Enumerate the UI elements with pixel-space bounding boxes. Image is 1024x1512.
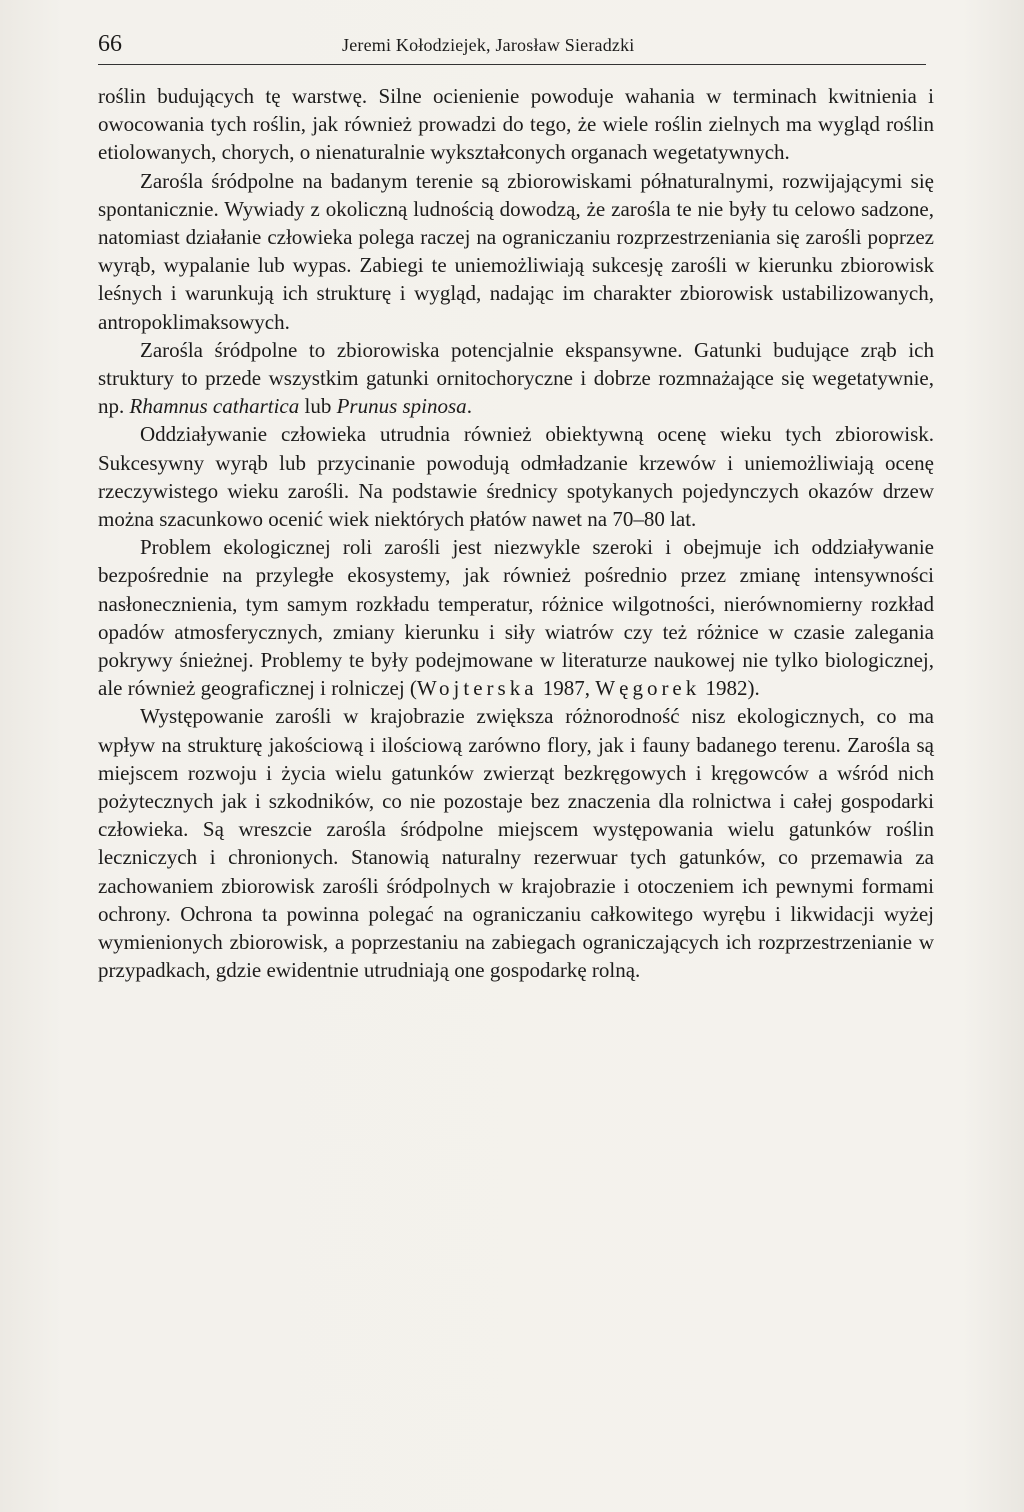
citation-year-1987: 1987, (537, 676, 596, 701)
running-head: Jeremi Kołodziejek, Jarosław Sieradzki (342, 35, 635, 55)
species-name-prunus: Prunus spinosa (336, 394, 467, 419)
paragraph-2: Zarośla śródpolne na badanym terenie są zbiorowiskami półnaturalnymi, rozwijającymi się spontanicznie. Wywiady z okoliczną ludnością dowodzą, że zarośla te nie były tu celowo sadzone, natomiast działanie człowieka polega raczej na ograniczaniu rozprzestrzeniania się zarośli poprzez wyrąb, wypalanie lub wypas. Zabiegi te uniemożliwiają sukcesję zarośli w kierunku zbiorowisk leśnych i warunkują ich strukturę i wygląd, nadając im charakter zbiorowisk ustabilizowanych, antropoklimaksowych. (98, 168, 934, 334)
citation-author-wojterska: Wojterska (416, 676, 538, 701)
citation-author-wegorek: Węgorek (595, 676, 701, 701)
citation-year-1982: 1982). (700, 676, 760, 701)
paragraph-3 (98, 336, 934, 421)
body-text (98, 82, 934, 985)
species-name-rhamnus: Rhamnus cathartica (129, 394, 300, 419)
page-header (98, 30, 926, 64)
paragraph-6: Występowanie zarośli w krajobrazie zwiększa różnorodność nisz ekologicznych, co ma wpływ na strukturę jakościową i ilościową zarówno flory, jak i fauny badanego terenu. Zarośla są miejscem rozwoju i życia wielu gatunków zwierząt bezkręgowych i kręgowców a wśród nich pożytecznych jak i szkodników, co nie pozostaje bez znaczenia dla rolnictwa i całej gospodarki człowieka. Są wreszcie zarośla śródpolne miejscem występowania wielu gatunków roślin leczniczych i chronionych. Stanowią naturalny rezerwuar tych gatunków, co przemawia za zachowaniem zbiorowisk zarośli śródpolnych w krajobrazie i otoczeniem ich pewnymi formami ochrony. Ochrona ta powinna polegać na ograniczaniu całkowitego wyrębu i likwidacji wyżej wymienionych zbiorowisk, a poprzestaniu na zabiegach ograniczających ich rozprzestrzenianie w przypadkach, gdzie ewidentnie utrudniają one gospodarkę rolną. (98, 704, 934, 983)
paragraph-3-end: . (466, 394, 472, 419)
paragraph-5 (98, 533, 934, 702)
paragraph-3-text: Zarośla śródpolne to zbiorowiska potencjalnie ekspansywne. Gatunki budujące zrąb ich struktury to przede wszystkim gatunki ornitochoryczne i dobrze rozmnażające się wegetatywnie, np. (98, 337, 934, 419)
paragraph-1: roślin budujących tę warstwę. Silne ocienienie powoduje wahania w terminach kwitnienia i owocowania tych roślin, jak również prowadzi do tego, że wiele roślin zielnych ma wygląd roślin etiolowanych, chorych, o nienaturalnie wykształconych organach wegetatywnych. (98, 84, 934, 165)
header-rule (98, 64, 926, 65)
paragraph-3-connector: lub (299, 394, 337, 419)
paragraph-4: Oddziaływanie człowieka utrudnia również obiektywną ocenę wieku tych zbiorowisk. Sukcesywny wyrąb lub przycinanie powodują odmładzanie krzewów i uniemożliwiają ocenę rzeczywistego wieku zarośli. Na podstawie średnicy spotykanych pojedynczych okazów drzew można szacunkowo ocenić wiek niektórych płatów nawet na 70–80 lat. (98, 422, 934, 532)
page-number: 66 (98, 31, 122, 57)
paragraph-5-text: Problem ekologicznej roli zarośli jest niezwykle szeroki i obejmuje ich oddziaływanie bezpośrednie na przyległe ekosystemy, jak również pośrednio przez zmianę intensywności nasłonecznienia, tym samym rozkładu temperatur, różnice wilgotności, nierównomierny rozkład opadów atmosferycznych, zmiany kierunku i siły wiatrów czy też różnice w czasie zalegania pokrywy śnieżnej. Problemy te były podejmowane w literaturze naukowej nie tylko biologicznej, ale również geograficznej i rolniczej ( (98, 535, 934, 701)
